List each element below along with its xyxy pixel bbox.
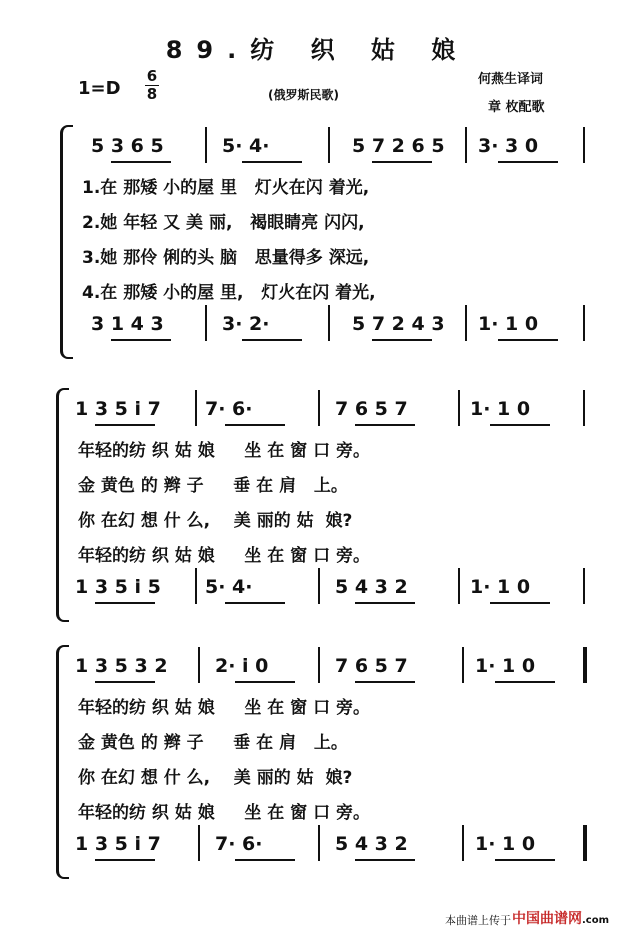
beam-underline: [111, 339, 171, 341]
lyric-row: [0, 763, 635, 791]
measure: 2· i 0: [215, 655, 269, 677]
measure: 5 3 6 5: [91, 135, 164, 157]
time-signature-bottom: 8: [146, 85, 158, 103]
lyric-row: [0, 173, 635, 201]
lyric-line: 金 黄色 的 辫 子 垂 在 肩 上。: [78, 733, 348, 753]
lyric-line: 3.她 那伶 俐的头 脑 思量得多 深远,: [82, 248, 370, 268]
lyric-line: 年轻的纺 织 姑 娘 坐 在 窗 口 旁。: [78, 698, 371, 718]
site-domain: .com: [582, 915, 610, 926]
beam-underline: [242, 339, 302, 341]
time-signature-top: 6: [146, 67, 158, 85]
measure: 1· 1 0: [470, 398, 531, 420]
beam-underline: [355, 681, 415, 683]
lyricist-credit: 何燕生译词: [478, 72, 544, 87]
notation-row-lower: [0, 313, 635, 341]
measure: 1· 1 0: [470, 576, 531, 598]
beam-underline: [235, 859, 295, 861]
score-title: 89.纺 织 姑 娘: [165, 36, 470, 64]
lyric-line: 金 黄色 的 辫 子 垂 在 肩 上。: [78, 476, 348, 496]
lyric-row: [0, 541, 635, 569]
notation-row-lower: [0, 576, 635, 604]
measure: 1 3 5 3 2: [75, 655, 168, 677]
site-logo: [512, 908, 609, 928]
beam-underline: [235, 681, 295, 683]
beam-underline: [355, 859, 415, 861]
beam-underline: [355, 602, 415, 604]
arranger-credit: 章 枚配歌: [488, 100, 545, 115]
beam-underline: [242, 161, 302, 163]
measure: 5 7 2 6 5: [352, 135, 445, 157]
measure: 5· 4·: [222, 135, 270, 157]
key-signature: 1=D: [78, 78, 121, 99]
measure: 3· 3 0: [478, 135, 539, 157]
beam-underline: [355, 424, 415, 426]
lyric-row: [0, 278, 635, 306]
notation-row-lower: [0, 833, 635, 861]
beam-underline: [95, 859, 155, 861]
measure: 5 4 3 2: [335, 576, 408, 598]
measure: 1· 1 0: [475, 655, 536, 677]
lyric-line: 1.在 那矮 小的屋 里 灯火在闪 着光,: [82, 178, 370, 198]
beam-underline: [490, 424, 550, 426]
site-name: 中国曲谱网: [512, 911, 582, 927]
lyric-line: 2.她 年轻 又 美 丽, 褐眼睛亮 闪闪,: [82, 213, 365, 233]
measure: 1 3 5 i 7: [75, 398, 161, 420]
measure: 7· 6·: [205, 398, 253, 420]
notation-row-upper: [0, 655, 635, 683]
lyric-line: 年轻的纺 织 姑 娘 坐 在 窗 口 旁。: [78, 441, 371, 461]
measure: 3 1 4 3: [91, 313, 164, 335]
beam-underline: [95, 424, 155, 426]
lyric-row: [0, 243, 635, 271]
beam-underline: [95, 602, 155, 604]
measure: 1 3 5 i 5: [75, 576, 161, 598]
lyric-line: 4.在 那矮 小的屋 里, 灯火在闪 着光,: [82, 283, 376, 303]
measure: 1· 1 0: [475, 833, 536, 855]
beam-underline: [225, 602, 285, 604]
measure: 5· 4·: [205, 576, 253, 598]
measure: 7· 6·: [215, 833, 263, 855]
lyric-row: [0, 798, 635, 826]
beam-underline: [111, 161, 171, 163]
lyric-line: 年轻的纺 织 姑 娘 坐 在 窗 口 旁。: [78, 803, 371, 823]
time-signature: [144, 68, 160, 103]
lyric-line: 你 在幻 想 什 么, 美 丽的 姑 娘?: [78, 768, 353, 788]
measure: 3· 2·: [222, 313, 270, 335]
upload-note: 本曲谱上传于: [445, 914, 511, 927]
lyric-line: 年轻的纺 织 姑 娘 坐 在 窗 口 旁。: [78, 546, 371, 566]
notation-row-upper: [0, 398, 635, 426]
beam-underline: [372, 339, 432, 341]
beam-underline: [498, 339, 558, 341]
measure: 7 6 5 7: [335, 655, 408, 677]
lyric-row: [0, 728, 635, 756]
song-origin: (俄罗斯民歌): [268, 88, 339, 102]
measure: 1 3 5 i 7: [75, 833, 161, 855]
lyric-row: [0, 693, 635, 721]
lyric-row: [0, 506, 635, 534]
beam-underline: [490, 602, 550, 604]
lyric-line: 你 在幻 想 什 么, 美 丽的 姑 娘?: [78, 511, 353, 531]
measure: 5 7 2 4 3: [352, 313, 445, 335]
notation-row-upper: [0, 135, 635, 163]
measure: 5 4 3 2: [335, 833, 408, 855]
lyric-row: [0, 208, 635, 236]
beam-underline: [225, 424, 285, 426]
measure: 7 6 5 7: [335, 398, 408, 420]
beam-underline: [95, 681, 155, 683]
beam-underline: [372, 161, 432, 163]
measure: 1· 1 0: [478, 313, 539, 335]
beam-underline: [498, 161, 558, 163]
lyric-row: [0, 471, 635, 499]
lyric-row: [0, 436, 635, 464]
beam-underline: [495, 859, 555, 861]
beam-underline: [495, 681, 555, 683]
